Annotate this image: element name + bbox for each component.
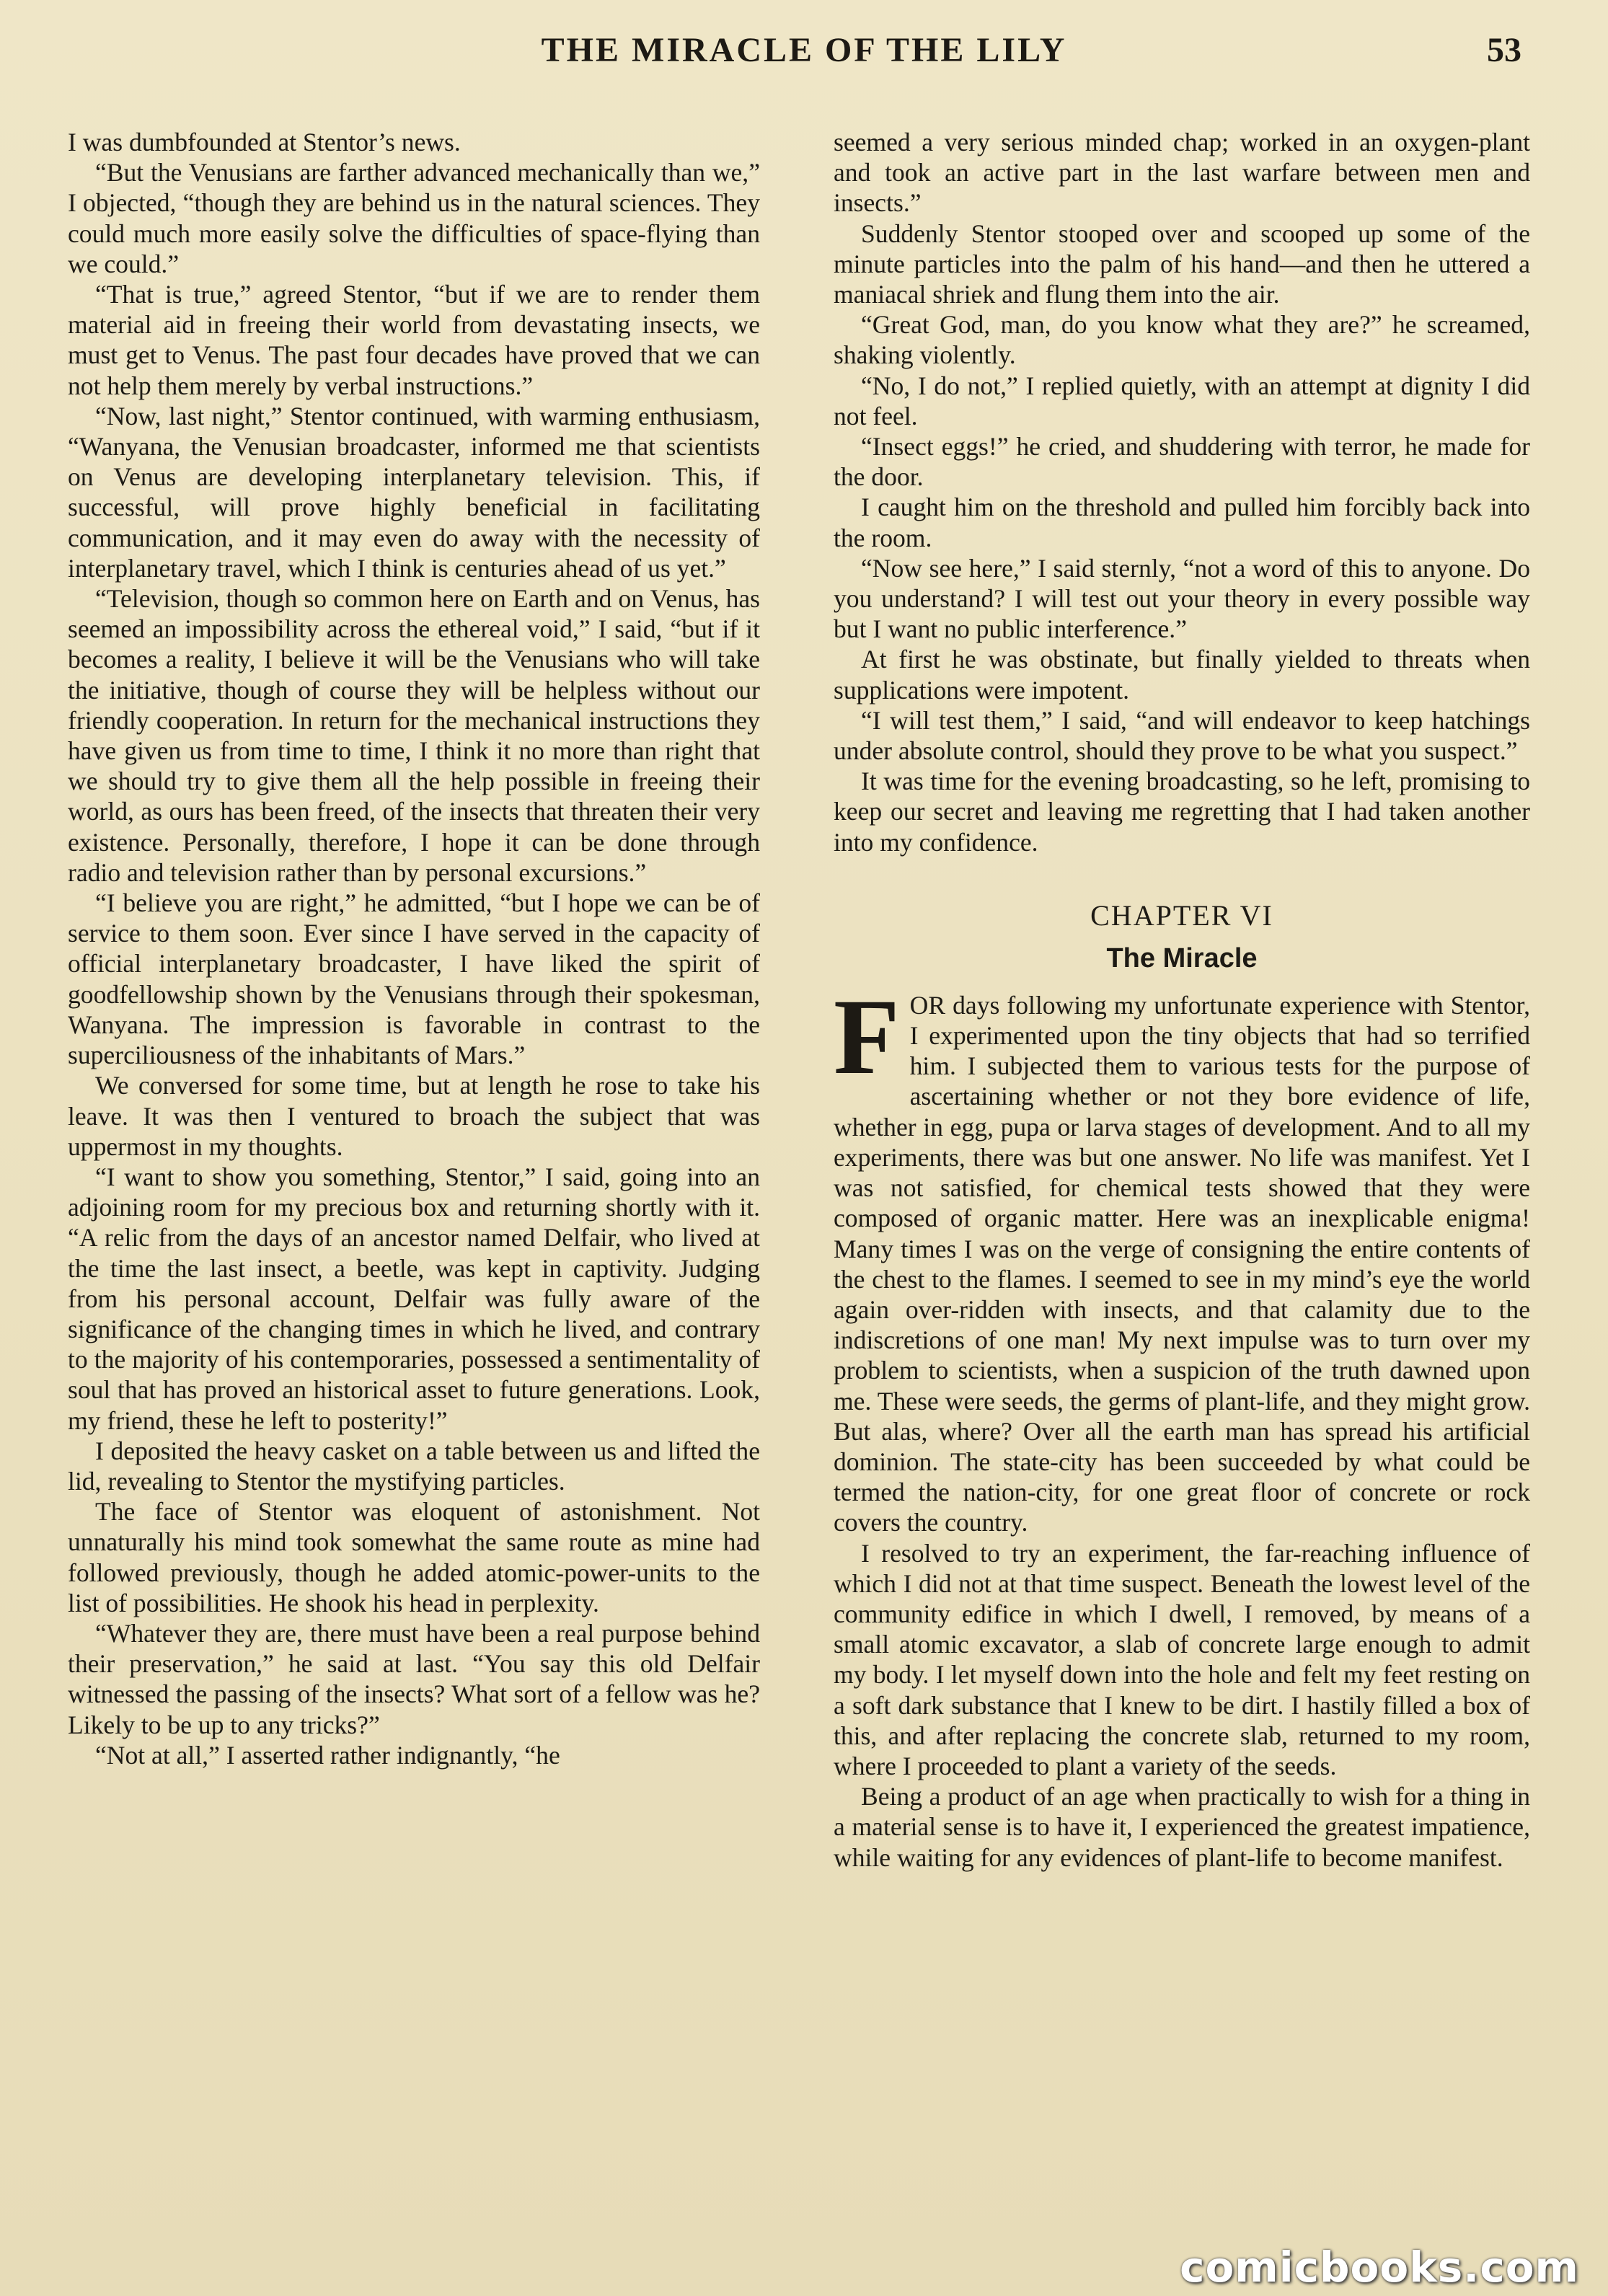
paragraph: It was time for the evening broadcasting, so he left, promising to keep our secret and leaving me regretting that I had taken another into my confidence. — [834, 767, 1530, 857]
page-number: 53 — [1487, 31, 1521, 69]
paragraph: We conversed for some time, but at length he rose to take his leave. It was then I ventured to broach the subject that was uppermost in my thoughts. — [68, 1071, 760, 1161]
paragraph: “Not at all,” I asserted rather indignantly, “he — [95, 1740, 560, 1770]
paragraph: “Insect eggs!” he cried, and shuddering with terror, he made for the door. — [834, 432, 1530, 492]
paragraph: “That is true,” agreed Stentor, “but if we are to render them material aid in freeing their world from devastating insects, we must get to Venus. The past four decades have proved that we can not help them merely by verbal instructions.” — [68, 280, 760, 400]
paragraph: “Whatever they are, there must have been a real purpose behind their preservation,” he said at last. “You say this old Delfair witnessed the passing of the insects? What sort of a fellow was he? Likely to be up to any tricks?” — [68, 1618, 760, 1739]
paragraph: Being a product of an age when practically to wish for a thing in a material sense is to have it, I experienced the greatest impatience, while waiting for any evidences of plant-life to become manifest. — [834, 1782, 1530, 1872]
paragraph: I resolved to try an experiment, the far-reaching influence of which I did not at that time suspect. Beneath the lowest level of the community edifice in which I dwell, I removed, by means of a small atomic excavator, a slab of concrete large enough to admit my body. I let myself down into the hole and felt my feet resting on a soft dark substance that I knew to be dirt. I hastily filled a box of this, and after replacing the concrete slab, returned to my room, where I proceeded to plant a variety of the seeds. — [834, 1538, 1530, 1780]
drop-cap: F — [834, 976, 900, 1097]
chapter-opening-text: OR days following my unfortunate experience with Stentor, I experimented upon the tiny objects that had so terrified him. I subjected them to various tests for the purpose of ascertaining whether or not they bore evidence of life, whether in egg, pupa or larva stages of development. And to all my experiments, there was but one answer. No life was manifest. Yet I was not satisfied, for chemical tests showed that they were composed of organic matter. Here was an inexplicable enigma! Many times I was on the verge of consigning the entire contents of the chest to the flames. I seemed to see in my mind’s eye the world again over-ridden with insects, and that calamity due to the indiscretions of one man! My next impulse was to turn over my problem to scientists, when a suspicion of the truth dawned upon me. These were seeds, the germs of plant-life, and they might grow. But alas, where? Over all the earth man has spread his artificial dominion. The state-city has been succeeded by what could be termed the nation-city, for one great floor of concrete or rock covers the country. — [834, 990, 1530, 1537]
running-title: THE MIRACLE OF THE LILY — [541, 31, 1067, 69]
chapter-opening-paragraph — [834, 976, 1530, 1538]
page-header — [0, 30, 1608, 81]
paragraph: “Television, though so common here on Earth and on Venus, has seemed an impossibility across the ethereal void,” I said, “but if it becomes a reality, I believe it will be the Venusians who will take the initiative, though of course they will be helpless without our friendly cooperation. In return for the mechanical instructions they have given us from time to time, I think it no more than right that we should try to give them all the help possible in freeing their world, as ours has been freed, of the insects that threaten their very existence. Personally, therefore, I hope it can be done through radio and television rather than by personal excursions.” — [68, 584, 760, 887]
paragraph: “Great God, man, do you know what they are?” he screamed, shaking violently. — [834, 310, 1530, 370]
paragraph: I caught him on the threshold and pulled him forcibly back into the room. — [834, 493, 1530, 552]
paragraph: “I want to show you something, Stentor,” I said, going into an adjoining room for my precious box and returning shortly with it. “A relic from the days of an ancestor named Delfair, who lived at the time the last insect, a beetle, was kept in captivity. Judging from his personal account, Delfair was fully aware of the significance of the changing times in which he lived, and contrary to the majority of his contemporaries, possessed a sentimentality of soul that has proved an historical asset to future generations. Look, my friend, these he left to posterity!” — [68, 1162, 760, 1435]
paragraph: Suddenly Stentor stooped over and scooped up some of the minute particles into the palm of his hand—and then he uttered a maniacal shriek and flung them into the air. — [834, 218, 1530, 309]
watermark-logo: comicbooks.com — [1180, 2243, 1579, 2292]
paragraph: “Now see here,” I said sternly, “not a word of this to anyone. Do you understand? I will test out your theory in every possible way but I want no public interference.” — [834, 553, 1530, 644]
paragraph: “I believe you are right,” he admitted, “but I hope we can be of service to them soon. Ever since I have served in the capacity of official interplanetary broadcaster, I have liked the spirit of goodfellowship shown by the Venusians through their spokesman, Wanyana. The impression is favorable in contrast to the superciliousness of the inhabitants of Mars.” — [68, 888, 760, 1070]
paragraph: At first he was obstinate, but finally yielded to threats when supplications were impotent. — [834, 645, 1530, 705]
paragraph: I deposited the heavy casket on a table between us and lifted the lid, revealing to Stentor the mystifying particles. — [68, 1436, 760, 1496]
paragraph: “I will test them,” I said, “and will endeavor to keep hatchings under absolute control, should they prove to be what you suspect.” — [834, 705, 1530, 766]
right-column — [834, 127, 1530, 1873]
paragraph: The face of Stentor was eloquent of astonishment. Not unnaturally his mind took somewhat the same route as mine had followed previously, though he added atomic-power-units to the list of possibilities. He shook his head in perplexity. — [68, 1497, 760, 1617]
paragraph: “No, I do not,” I replied quietly, with an attempt at dignity I did not feel. — [834, 371, 1530, 430]
paragraph: I was dumbfounded at Stentor’s news. — [68, 128, 461, 156]
paragraph: “But the Venusians are farther advanced mechanically than we,” I objected, “though they are behind us in the natural sciences. They could much more easily solve the difficulties of space-flying than we could.” — [68, 158, 760, 278]
chapter-number: CHAPTER VI — [1090, 898, 1273, 932]
paragraph: seemed a very serious minded chap; worked in an oxygen-plant and took an active part in the last warfare between men and insects.” — [834, 128, 1530, 218]
chapter-title: The Miracle — [1106, 942, 1258, 973]
paragraph: “Now, last night,” Stentor continued, with warming enthusiasm, “Wanyana, the Venusian broadcaster, informed me that scientists on Venus are developing interplanetary television. This, if successful, will prove highly beneficial in facilitating communication, and it may even do away with the necessity of interplanetary travel, which I think is centuries ahead of us yet.” — [68, 401, 760, 583]
left-column — [68, 127, 760, 1770]
